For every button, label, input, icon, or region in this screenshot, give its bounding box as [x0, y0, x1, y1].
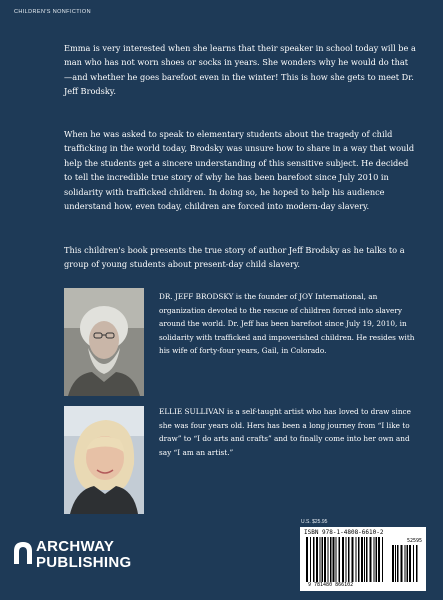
barcode-bar [407, 545, 409, 582]
barcode-bar [382, 537, 383, 582]
barcode-bar [316, 537, 318, 582]
illustrator-bio: ELLIE SULLIVAN is a self-taught artist who has loved to draw since she was four years old. Hers has been a long journey from “I like to draw” to “I do arts and crafts” and to finally come into her own and say “I am an artist.” [159, 407, 411, 457]
barcode-bar [348, 537, 350, 582]
barcode-bar [361, 537, 363, 582]
price-code-text: 52595 [406, 538, 422, 544]
barcode-bar [366, 537, 368, 582]
publisher-name-line1: ARCHWAY [36, 538, 115, 555]
barcode-bar [409, 545, 411, 582]
publisher-logo-text [36, 539, 132, 571]
barcode-bar [313, 537, 315, 582]
synopsis-paragraph-3: This children's book presents the true story of author Jeff Brodsky as he talks to a group of young students about present-day child slavery. [64, 245, 405, 270]
synopsis-paragraph-2: When he was asked to speak to elementary students about the tragedy of child trafficking in the world today, Brodsky was unsure how to share in a way that would help the students get a sincere understanding of this sensitive subject. He decided to tell the incredible true story of why he has been barefoot since July 2010 in solidarity with trafficked children. In doing so, he hoped to help his audience understand how, even today, children are forced into modern-day slavery. [64, 129, 415, 212]
barcode-bar [356, 537, 357, 582]
barcode-bar [358, 537, 360, 582]
barcode-bar [330, 537, 332, 582]
barcode-bar [339, 537, 341, 582]
barcode-bar [378, 537, 380, 582]
barcode-bar [395, 545, 396, 582]
barcode-digits: 9 781480 866102 [308, 582, 354, 588]
barcode-bar [328, 537, 329, 582]
barcode-bar [306, 537, 308, 582]
barcode-bar [324, 537, 326, 582]
price-label: U.S. $25.95 [301, 519, 328, 525]
category-label: CHILDREN'S NONFICTION [14, 9, 91, 15]
barcode-bar [392, 545, 394, 582]
isbn-barcode [300, 527, 426, 591]
barcode-bar [322, 537, 324, 582]
author-portrait-image [64, 288, 144, 396]
barcode-main-bars [306, 537, 386, 582]
illustrator-photo [64, 406, 144, 514]
author-photo [64, 288, 144, 396]
barcode-bar [376, 537, 378, 582]
barcode-bar [401, 545, 403, 582]
barcode-bar [310, 537, 311, 582]
barcode-bar [346, 537, 347, 582]
barcode-bar [320, 537, 321, 582]
archway-arch-icon [14, 542, 32, 564]
illustrator-portrait-image [64, 406, 144, 514]
barcode-bar [413, 545, 414, 582]
publisher-name-line2: PUBLISHING [36, 554, 132, 571]
barcode-bar [374, 537, 375, 582]
barcode-bar [352, 537, 354, 582]
barcode-bar [370, 537, 372, 582]
synopsis-paragraph-1: Emma is very interested when she learns that their speaker in school today will be a man who has not worn shoes or socks in years. She wonders why he would do that—and whether he goes barefoot even in the winter! This is how she gets to meet Dr. Jeff Brodsky. [64, 43, 416, 97]
barcode-bar [333, 537, 335, 582]
author-bio: DR. JEFF BRODSKY is the founder of JOY International, an organization devoted to the rescue of children forced into slavery around the world. Dr. Jeff has been barefoot since July 19, 2010, in solidarity with trafficked and impoverished children. He resides with his wife of forty-four years, Gail, in Colorado. [159, 292, 415, 356]
barcode-addon-bars [392, 545, 420, 582]
barcode-bar [397, 545, 399, 582]
barcode-bar [416, 545, 418, 582]
barcode-bar [364, 537, 365, 582]
isbn-text: ISBN 978-1-4808-6610-2 [304, 529, 384, 536]
barcode-bar [342, 537, 344, 582]
barcode-bar [405, 545, 406, 582]
barcode-bar [336, 537, 337, 582]
